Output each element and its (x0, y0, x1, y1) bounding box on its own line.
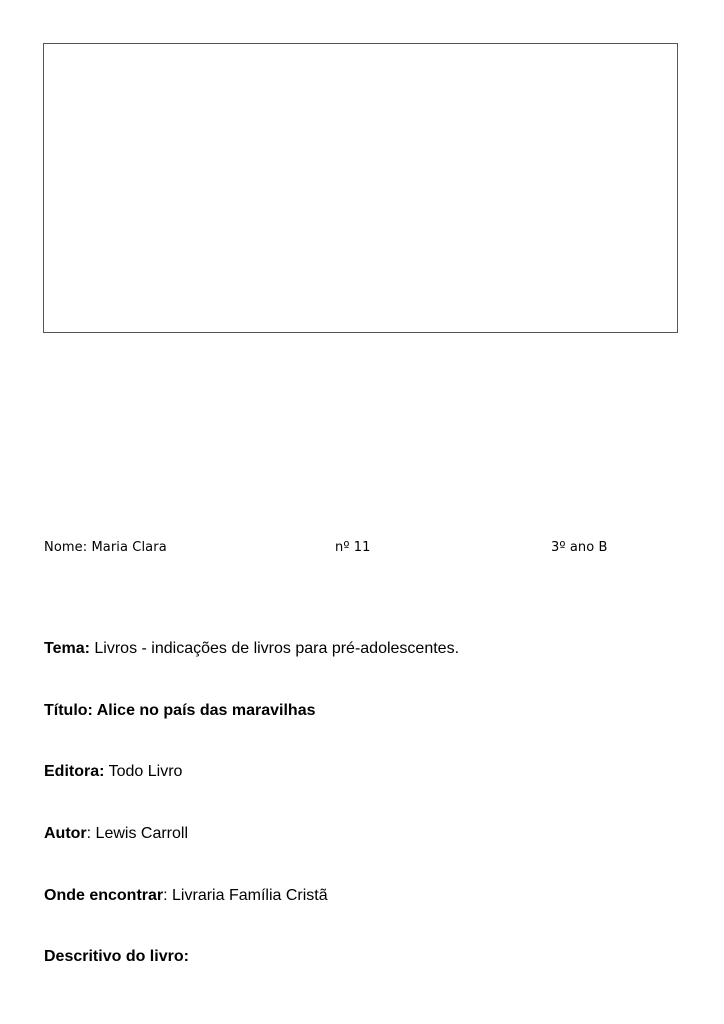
autor-value: : Lewis Carroll (86, 825, 189, 842)
tema-line (44, 640, 459, 658)
student-number: nº 11 (335, 540, 371, 555)
onde-value: : Livraria Família Cristã (163, 887, 328, 904)
onde-line (44, 887, 328, 905)
onde-label: Onde encontrar (44, 887, 164, 904)
descritivo-label: Descritivo do livro: (44, 948, 189, 965)
editora-value: Todo Livro (104, 763, 183, 780)
autor-label: Autor (44, 825, 87, 842)
editora-line (44, 763, 182, 781)
descritivo-line (44, 948, 189, 966)
image-frame (43, 43, 678, 333)
student-class: 3º ano B (551, 540, 608, 555)
student-name: Nome: Maria Clara (44, 540, 167, 555)
titulo-line (44, 702, 315, 720)
titulo-label: Título: Alice no país das maravilhas (44, 702, 316, 719)
tema-label: Tema: (44, 640, 90, 657)
tema-value: Livros - indicações de livros para pré-adolescentes. (89, 640, 460, 657)
editora-label: Editora: (44, 763, 105, 780)
autor-line (44, 825, 188, 843)
